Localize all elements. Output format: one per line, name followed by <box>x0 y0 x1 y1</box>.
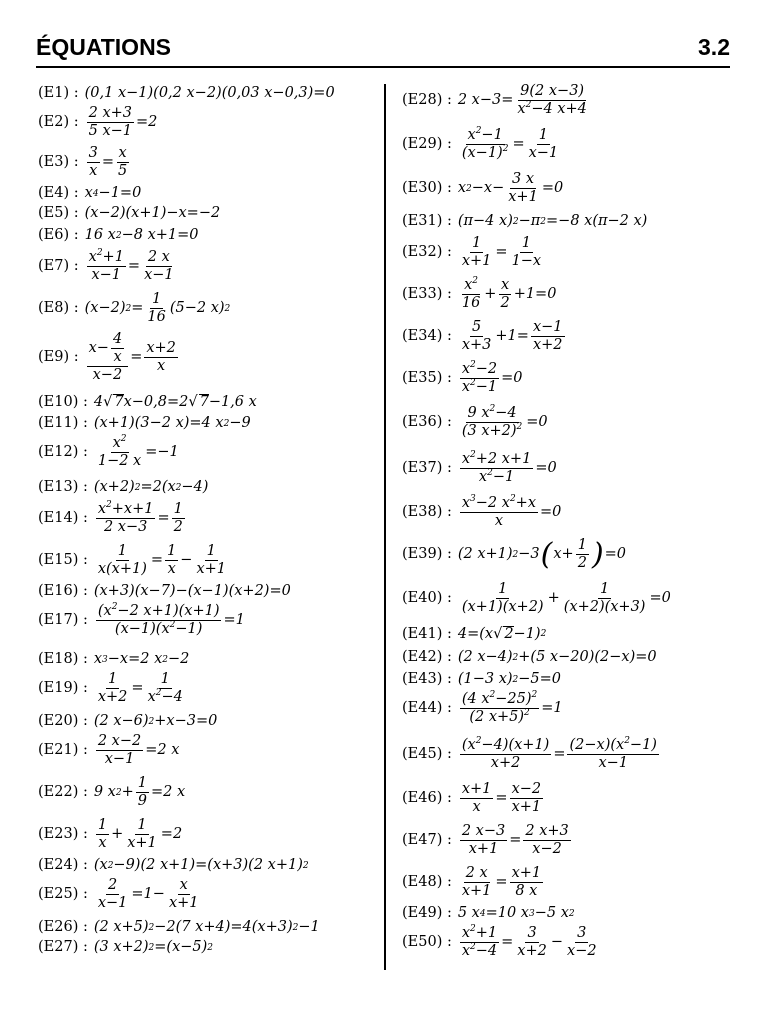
section-number: 3.2 <box>698 34 730 60</box>
equation-e46: (E46) : $\frac{x+1}{x}$ = $\frac{x-2}{x+1}$ <box>402 781 542 816</box>
equation-e37: (E37) : $\frac{x^2+2 x+1}{x^2-1}$ =0 <box>402 450 557 486</box>
equation-e29: (E29) : $\frac{x^2-1}{(x-1)^2}$ = $\frac{1}{x-1}$ <box>402 126 559 162</box>
equation-e30: (E30) : x 2 −x− $\frac{3 x}{x+1}$ =0 <box>402 171 564 206</box>
equation-e2: (E2) : $\frac{2 x+3}{5 x-1}$ =2 <box>38 105 158 140</box>
equation-e28: (E28) : 2 x−3= $\frac{9(2 x-3)}{x^2-4 x+4}$ <box>402 83 587 118</box>
equation-e48: (E48) : $\frac{2 x}{x+1}$ = $\frac{x+1}{8 x}$ <box>402 865 542 900</box>
equation-e47: (E47) : $\frac{2 x-3}{x+1}$ = $\frac{2 x+3}{x-2}$ <box>402 823 569 858</box>
equation-e36: (E36) : $\frac{9 x^2-4}{(3 x+2)^2}$ =0 <box>402 404 548 440</box>
column-divider <box>384 84 386 970</box>
equation-e24: (E24) : (x 2 −9)(2 x+1)=(x+3)(2 x+1) 2 <box>38 857 309 873</box>
equation-e34: (E34) : 5 x+3 +1= $\frac{x-1}{x+2}$ <box>402 319 563 354</box>
equation-e21: (E21) : $\frac{2 x-2}{x-1}$ =2 x <box>38 733 180 768</box>
equation-e31: (E31) : (π−4 x) 2 −π 2 =−8 x(π−2 x) <box>402 213 648 229</box>
equation-e32: (E32) : $\frac{1}{x+1}$ = $\frac{1}{1-x}$ <box>402 235 542 270</box>
equation-e41: (E41) : 4=(x √ 2 −1) 2 <box>402 625 547 642</box>
equation-e1: (E1) : (0,1 x−1)(0,2 x−2)(0,03 x−0,3)=0 <box>38 85 335 101</box>
equation-e42: (E42) : (2 x−4) 2 +(5 x−20)(2−x)=0 <box>402 649 657 665</box>
equation-e5: (E5) : (x−2)(x+1)−x=−2 <box>38 205 221 221</box>
equation-e49: (E49) : 5 x 4 =10 x 3 −5 x 2 <box>402 905 575 921</box>
equation-e33: (E33) : $x^2$ 16 + $\frac{x}{2}$ +1=0 <box>402 276 557 312</box>
equation-e4: (E4) : x 4 −1=0 <box>38 185 142 201</box>
equation-e50: (E50) : $\frac{x^2+1}{x^2-4}$ = $\frac{3}{x+2}$ − $\frac{3}{x-2}$ <box>402 924 597 960</box>
equation-e3: (E3) : $\frac{3}{x}$ = $\frac{x}{5}$ <box>38 145 128 180</box>
equation-e19: (E19) : $\frac{1}{x+2}$ = $\frac{1}{x^2-4}$ <box>38 671 183 706</box>
equation-e10: (E10) : 4 √ 7 x−0,8=2 √ 7 −1,6 x <box>38 393 257 410</box>
equation-e38: (E38) : $\frac{x^3-2 x^2+x}{x}$ =0 <box>402 494 562 530</box>
equation-e44: (E44) : $\frac{(4 x^2-25)^2}{(2 x+5)^2}$ =1 <box>402 690 563 726</box>
equation-e17: (E17) : $\frac{(x^2-2 x+1)(x+1)}{(x-1)(x^2-1)}$ =1 <box>38 602 245 638</box>
equation-e6: (E6) : 16 x 2 −8 x+1=0 <box>38 227 199 243</box>
equation-e40: (E40) : 1 (x+1)(x+2) + $\frac{1}{(x+2)(x+3)}$ =0 <box>402 581 671 616</box>
equation-e16: (E16) : (x+3)(x−7)−(x−1)(x+2)=0 <box>38 583 291 599</box>
equation-e26: (E26) : (2 x+5) 2 −2(7 x+4)=4(x+3) 2 −1 <box>38 919 320 935</box>
equation-e7: (E7) : $\frac{x^2+1}{x-1}$ = $\frac{2 x}{x-1}$ <box>38 248 174 284</box>
equation-e15: (E15) : $\frac{1}{x(x+1)}$ = $\frac{1}{x}$ − $\frac{1}{x+1}$ <box>38 543 226 578</box>
equation-e14: (E14) : $\frac{x^2+x+1}{2 x-3}$ = $\frac{1}{2}$ <box>38 500 183 536</box>
equation-e43: (E43) : (1−3 x) 2 −5=0 <box>402 671 562 687</box>
equation-e39: (E39) : (2 x+1) 2 −3 ( x+ $\frac{1}{2}$ ) =0 <box>402 536 627 572</box>
equation-e22: (E22) : 9 x 2 + $\frac{1}{9}$ =2 x <box>38 775 186 810</box>
equation-e18: (E18) : x 3 −x=2 x 2 −2 <box>38 651 190 667</box>
equation-e25: (E25) : $\frac{2}{x-1}$ =1− $\frac{x}{x+1}$ <box>38 877 199 912</box>
equation-e12: (E12) : $\frac{x^2}{1-2 x}$ =−1 <box>38 434 179 470</box>
equation-e9: (E9) : x− $\frac{4}{x}$ x−2 = $\frac{x+2}{x}$ <box>38 331 176 384</box>
equation-e11: (E11) : (x+1)(3−2 x)=4 x 2 −9 <box>38 415 251 431</box>
equation-e45: (E45) : $\frac{(x^2-4)(x+1)}{x+2}$ = $\frac{(2-x)(x^2-1)}{x-1}$ <box>402 736 657 772</box>
equation-e8: (E8) : (x−2) 2 = $\frac{1}{16}$ (5−2 x) 2 <box>38 291 231 326</box>
equation-e27: (E27) : (3 x+2) 2 =(x−5) 2 <box>38 939 214 955</box>
equation-e23: (E23) : 1 x + $\frac{1}{x+1}$ =2 <box>38 817 183 852</box>
equation-e35: (E35) : $\frac{x^2-2}{x^2-1}$ =0 <box>402 360 523 396</box>
equation-e20: (E20) : (2 x−6) 2 +x−3=0 <box>38 713 218 729</box>
page-title: ÉQUATIONS <box>36 34 172 60</box>
page-header <box>36 32 730 68</box>
equation-e13: (E13) : (x+2) 2 =2(x 2 −4) <box>38 479 209 495</box>
